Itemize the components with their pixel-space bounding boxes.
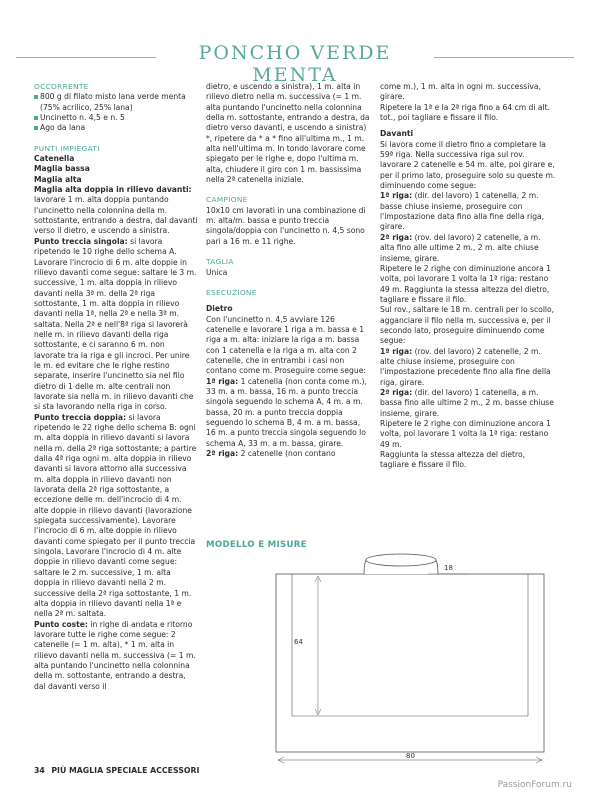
stitch-pts-text: si lavora ripetendo le 10 righe dello schema A. Lavorare l'incrocio di 6 m. alte doppie in rilievo davanti come segue: saltare le 3 m. successive, 1 m. alta doppia in rilievo davanti nella 3ª m. della 2ª riga sottostante, 1 m. alta doppia in rilievo davanti nella 1ª, nella 2ª e nella 3ª m. saltata. Nella 2ª e nell'8ª riga si lavorerà nelle m. in rilievo davanti della riga sottostante, e ci saranno 6 m. non lavorate tra la riga e gli incroci. Per unire le m. ed evitare che le righe restino separate, inserire l'uncinetto sia nel filo dietro di 1 delle m. alte centrali non lavorate sia nella m. in rilievo davanti che si sta lavorando nella riga in corso.: [34, 236, 197, 412]
occorrente-list: [34, 92, 198, 133]
watermark: PassionForum.ru: [497, 780, 572, 790]
stitch-pc-heading: Punto coste:: [34, 619, 88, 629]
stitch-ptd-paragraph: [34, 413, 198, 620]
stitch-pts-paragraph: [34, 237, 198, 413]
occorrente-heading: OCCORRENTE: [34, 82, 89, 91]
row-1-heading: 1ª riga:: [206, 376, 239, 386]
page-footer: [34, 766, 199, 775]
row-2-paragraph: [206, 449, 370, 459]
height-dim-label: 64: [294, 638, 303, 646]
second-row-1-text: (rov. del lavoro) 2 catenelle, 2 m. alte chiuse insieme, proseguire con l'impostazione precedente fino alla fine della riga, girare.: [380, 346, 551, 387]
stitch-pts-heading: Punto treccia singola:: [34, 236, 128, 246]
modello-heading: MODELLO E MISURE: [206, 540, 307, 550]
taglia-text: Unica: [206, 267, 228, 277]
stitch-pc-text: in righe di andata e ritorno lavorare tutte le righe come segue: 2 catenelle (= 1 m. alta), * 1 m. alta in rilievo davanti nella m. successiva (= 1 m. alta puntando l'uncinetto nella colonnina della m. sottostante, entrando a destra, dal davanti verso il: [34, 619, 196, 691]
front-row-2-heading: 2ª riga:: [380, 232, 413, 242]
stitch-mad-text: lavorare 1 m. alta doppia puntando l'uncinetto nella colonnina della m. sottostante, entrando a destra, dal davanti verso il dietro, e uscendo a sinistra.: [34, 195, 198, 236]
second-row-2-text: (dir. del lavoro) 1 catenella, a m. bassa fino alle ultime 2 m., 2 m. basse chiuse insieme, girare.: [380, 387, 554, 418]
front-repeat-text: Ripetere le 2 righe con diminuzione ancora 1 volta, poi lavorare 1 volta la 1ª riga: restano 49 m. Raggiunta la stessa altezza del dietro, tagliare e fissare il filo.: [380, 263, 552, 304]
second-row-1-paragraph: [380, 347, 556, 388]
front-row-1-paragraph: [380, 191, 556, 232]
page-title: PONCHO VERDE MENTA: [198, 42, 392, 86]
stitch-maglia-bassa: Maglia bassa: [34, 164, 90, 174]
magazine-name: PIÙ MAGLIA SPECIALE ACCESSORI: [51, 766, 200, 775]
column-3: [380, 82, 556, 471]
second-row-2-heading: 2ª riga:: [380, 387, 413, 397]
page-number: 34: [34, 766, 45, 775]
continued-text: come m.), 1 m. alta in ogni m. successiva, girare.: [380, 82, 541, 102]
stitch-mad-paragraph: [34, 185, 198, 237]
front-row-2-text: (rov. del lavoro) 2 catenelle, a m. alta fino alle ultime 2 m., 2 m. alte chiuse insieme, girare.: [380, 232, 541, 263]
final-text: Raggiunta la stessa altezza del dietro, tagliare e fissare il filo.: [380, 450, 526, 470]
dietro-heading: Dietro: [206, 304, 233, 314]
row-1-paragraph: [206, 377, 370, 449]
taglia-heading: TAGLIA: [206, 257, 234, 267]
collar-top: [366, 554, 436, 566]
second-row-1-heading: 1ª riga:: [380, 346, 413, 356]
second-repeat-text: Ripetere le 2 righe con diminuzione ancora 1 volta, poi lavorare 1 volta la 1ª riga: restano 49 m.: [380, 419, 552, 449]
row-1-text: 1 catenella (non conta come m.), 33 m. a m. bassa, 16 m. a punto treccia singola seguendo lo schema A, 4 m. a m. bassa, 20 m. a punto treccia doppia seguendo lo schema B, 4 m. a m. bassa, 16 m. a punto treccia singola seguendo lo schema A, 33 m. a m. bassa, girare.: [206, 376, 367, 448]
title-rule-right: [434, 57, 574, 58]
second-row-2-paragraph: [380, 388, 556, 419]
stitch-mad-heading: Maglia alta doppia in rilievo davanti:: [34, 185, 192, 195]
punti-heading: PUNTI IMPIEGATI: [34, 143, 100, 153]
title-rule-left: [16, 57, 156, 58]
front-row-2-paragraph: [380, 233, 556, 264]
poncho-outline: [276, 574, 544, 752]
front-neck-text: Sul rov., saltare le 18 m. centrali per lo scollo, agganciare il filo nella m. successiva e, per il secondo lato, proseguire diminuendo come segue:: [380, 305, 555, 346]
esecuzione-heading: ESECUZIONE: [206, 287, 257, 297]
row-2-text: 2 catenelle (non contano: [240, 449, 336, 458]
continued-text-2: Ripetere la 1ª e la 2ª riga fino a 64 cm di alt. tot., poi tagliare e fissare il filo.: [380, 102, 551, 123]
stitch-catenella: Catenella: [34, 154, 75, 164]
stitch-pc-paragraph: [34, 620, 198, 692]
dietro-text: Con l'uncinetto n. 4,5 avviare 126 catenelle e lavorare 1 riga a m. bassa e 1 riga a m. alta: iniziare la riga a m. bassa con 1 catenella e la riga a m. alta con 2 catenelle, che in entrambi i casi non contano come m. Proseguire come segue:: [206, 314, 366, 376]
list-item: Uncinetto n. 4,5 e n. 5: [34, 113, 198, 123]
stitch-maglia-alta: Maglia alta: [34, 174, 82, 184]
column-2: [206, 82, 370, 459]
list-item: 800 g di filato misto lana verde menta (75% acrilico, 25% lana): [34, 92, 198, 113]
campione-text: 10x10 cm lavorati in una combinazione di m. alta/m. bassa e punto treccia singola/doppia con l'uncinetto n. 4,5 sono pari a 16 m. e 11 righe.: [206, 205, 366, 246]
davanti-text: Si lavora come il dietro fino a completare la 59ª riga. Nella successiva riga sul rov. lavorare 2 catenelle e 54 m. alte, poi girare e, per il primo lato, proseguire solo su queste m. diminuendo come segue:: [380, 139, 556, 191]
width-dim-label: 80: [406, 752, 415, 760]
measurement-diagram: [206, 548, 566, 768]
stitch-ptd-heading: Punto treccia doppia:: [34, 412, 127, 422]
row-2-heading: 2ª riga:: [206, 449, 239, 458]
continued-text: dietro, e uscendo a sinistra), 1 m. alta in rilievo dietro nella m. successiva (= 1 m. alta puntando l'uncinetto nella colonnina della m. sottostante, entrando a destra, da dietro verso davanti, e uscendo a sinistra) *, ripetere da * a * fino all'ultima m., 1 m. alta nell'ultima m. In tondo lavorare come spiegato per le righe e, dopo l'ultima m. alta, chiudere il giro con 1 m. bassissima nella 2ª catenella iniziale.: [206, 82, 370, 185]
list-item: Ago da lana: [34, 123, 198, 133]
column-1: [34, 82, 198, 692]
front-row-1-heading: 1ª riga:: [380, 191, 413, 201]
stitch-ptd-text: si lavora ripetendo le 22 righe dello schema B: ogni m. alta doppia in rilievo davanti si lavora nella m. della 2ª riga sottostante; a partire dalla 4ª riga ogni m. alta doppia in rilievo davanti si lavora attorno alla successiva m. alta doppia in rilievo davanti non lavorata della 2ª riga sottostante, a eccezione delle m. dell'incrocio di 4 m. alte doppie in rilievo davanti (lavorazione spiegata successivamente). Lavorare l'incrocio di 6 m. alte doppie in rilievo davanti come spiegato per il punto treccia singola. Lavorare l'incrocio di 4 m. alte doppie in rilievo davanti come segue: saltare le 2 m. successive, 1 m. alta doppia in rilievo davanti nella 2 m. successive della 2ª riga sottostante, 1 m. alta doppia in rilievo davanti nella 1ª e nella 2ª m. saltata.: [34, 412, 197, 619]
page-title-block: [0, 36, 590, 86]
davanti-heading: Davanti: [380, 129, 414, 139]
neck-dim-label: 18: [444, 564, 453, 572]
campione-heading: CAMPIONE: [206, 195, 248, 205]
front-row-1-text: (dir. del lavoro) 1 catenella, 2 m. basse chiuse insieme, proseguire con l'impostazione data fino alla fine della riga, girare.: [380, 191, 545, 232]
